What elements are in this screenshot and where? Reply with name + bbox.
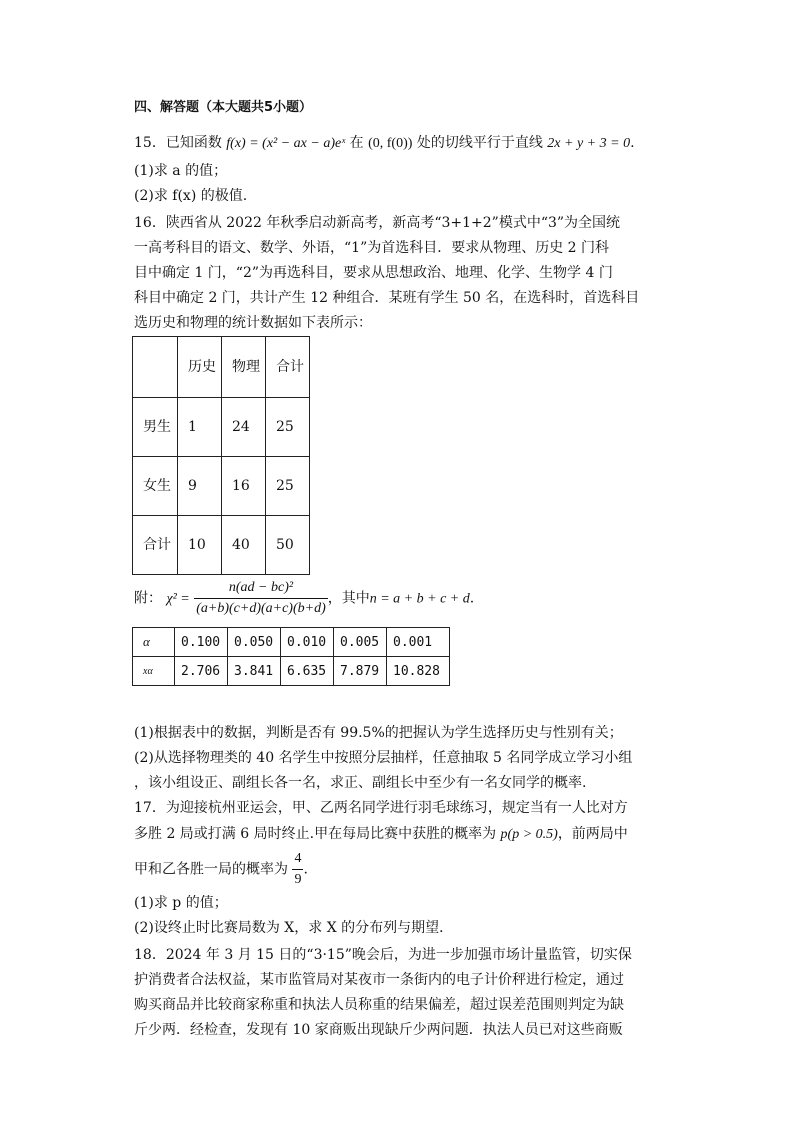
q15-stem: [134, 133, 635, 154]
header-physics: 物理: [222, 337, 266, 398]
table-row: [133, 398, 310, 457]
where-text: ，其中: [327, 590, 370, 607]
section-heading: 四、解答题（本大题共5小题）: [134, 100, 313, 115]
q15-end: .: [630, 135, 635, 151]
q16-part2-line2: ，该小组设正、副组长各一名，求正、副组长中至少有一名女同学的概率.: [134, 775, 587, 791]
alpha-label: α: [133, 628, 175, 657]
q16-part2-line1: (2)从选择物理类的 40 名学生中按照分层抽样，任意抽取 5 名同学成立学习小组: [134, 750, 633, 766]
q17-line-3: [134, 849, 308, 890]
chi-denominator: (a+b)(c+d)(a+c)(b+d): [196, 601, 326, 616]
q15-prefix: 15．已知函数: [134, 135, 222, 151]
table-cell: 0.010: [281, 628, 334, 657]
table-header-row: [133, 337, 310, 398]
chi-lhs: χ² =: [166, 591, 190, 607]
q16-line-2: 一高考科目的语文、数学、外语，“1”为首选科目．要求从物理、历史 2 门科: [134, 240, 610, 256]
chi-numerator: n(ad − bc)²: [194, 578, 328, 599]
q15-suffix: 处的切线平行于直线: [416, 135, 543, 151]
q16-line-5: 选历史和物理的统计数据如下表所示：: [134, 315, 372, 331]
q17-fraction: [292, 849, 303, 890]
q17-line-2: [134, 824, 628, 845]
chi-square-formula: [134, 578, 474, 620]
q17-line3-post: .: [303, 861, 308, 878]
q15-mid: 在: [349, 135, 364, 151]
table-cell: 3.841: [228, 657, 281, 686]
q17-frac-numerator: 4: [292, 849, 303, 870]
q18-line-4: 斤少两．经检查，发现有 10 家商贩出现缺斤少两问题．执法人员已对这些商贩: [134, 1022, 623, 1038]
q15-function: f(x) = (x² − ax − a)eˣ: [226, 136, 346, 151]
n-end: .: [469, 590, 475, 607]
header-total: 合计: [266, 337, 310, 398]
row-label-total: 合计: [133, 516, 178, 575]
table-cell: 7.879: [334, 657, 387, 686]
table-cell: 2.706: [175, 657, 228, 686]
table-cell: 0.050: [228, 628, 281, 657]
q17-line-1: 17．为迎接杭州亚运会，甲、乙两名同学进行羽毛球练习，规定当有一人比对方: [134, 800, 628, 816]
table-cell: 25: [266, 457, 310, 516]
alpha-row: [133, 628, 450, 657]
table-cell: 0.100: [175, 628, 228, 657]
q18-line-2: 护消费者合法权益，某市监管局对某夜市一条街内的电子计价秤进行检定，通过: [134, 972, 624, 988]
table-cell: 9: [178, 457, 222, 516]
row-label-female: 女生: [133, 457, 178, 516]
table-row: [133, 457, 310, 516]
q17-line2-pre: 多胜 2 局或打满 6 局时终止.甲在每局比赛中获胜的概率为: [134, 826, 497, 842]
critical-value-table: [132, 627, 450, 686]
q16-line-3: 目中确定 1 门，“2”为再选科目，要求从思想政治、地理、化学、生物学 4 门: [134, 265, 613, 281]
q18-line-3: 购买商品并比较商家称重和执法人员称重的结果偏差，超过误差范围则判定为缺: [134, 997, 624, 1013]
table-cell: 6.635: [281, 657, 334, 686]
table-cell: 10.828: [387, 657, 450, 686]
x-alpha-label: xα: [133, 657, 175, 686]
table-cell: 16: [222, 457, 266, 516]
table-corner-cell: [133, 337, 178, 398]
q15-line-equation: 2x + y + 3 = 0: [547, 136, 631, 151]
q17-line2-post: ，前两局中: [557, 826, 628, 842]
n-definition: n = a + b + c + d: [369, 591, 470, 607]
q16-part1: (1)根据表中的数据，判断是否有 99.5%的把握认为学生选择历史与性别有关；: [134, 725, 623, 741]
q16-line-4: 科目中确定 2 门，共计产生 12 种组合．某班有学生 50 名，在选科时，首选科目: [134, 290, 640, 306]
table-cell: 0.005: [334, 628, 387, 657]
q17-probability-condition: p(p > 0.5): [500, 827, 558, 842]
table-cell: 50: [266, 516, 310, 575]
table-cell: 1: [178, 398, 222, 457]
q15-part2: (2)求 f(x) 的极值.: [134, 188, 248, 204]
table-cell: 10: [178, 516, 222, 575]
table-cell: 24: [222, 398, 266, 457]
table-cell: 25: [266, 398, 310, 457]
row-label-male: 男生: [133, 398, 178, 457]
q15-part1: (1)求 a 的值；: [134, 163, 228, 179]
chi-fraction: [194, 578, 328, 619]
q17-part2: (2)设终止时比赛局数为 X，求 X 的分布列与期望．: [134, 920, 454, 936]
q16-line-1: 16．陕西省从 2022 年秋季启动新高考，新高考“3+1+2”模式中“3”为全国统: [134, 215, 621, 231]
q18-line-1: 18．2024 年 3 月 15 日的“3·15”晚会后，为进一步加强市场计量监管，切实保: [134, 947, 632, 963]
selection-stats-table: [132, 336, 310, 575]
critical-x-row: [133, 657, 450, 686]
table-cell: 0.001: [387, 628, 450, 657]
table-row: [133, 516, 310, 575]
appendix-label: 附：: [134, 590, 162, 607]
q17-line3-pre: 甲和乙各胜一局的概率为: [134, 861, 288, 878]
q15-point: (0, f(0)): [368, 136, 413, 151]
header-history: 历史: [178, 337, 222, 398]
q17-frac-denominator: 9: [294, 872, 302, 887]
q17-part1: (1)求 p 的值；: [134, 895, 228, 911]
table-cell: 40: [222, 516, 266, 575]
